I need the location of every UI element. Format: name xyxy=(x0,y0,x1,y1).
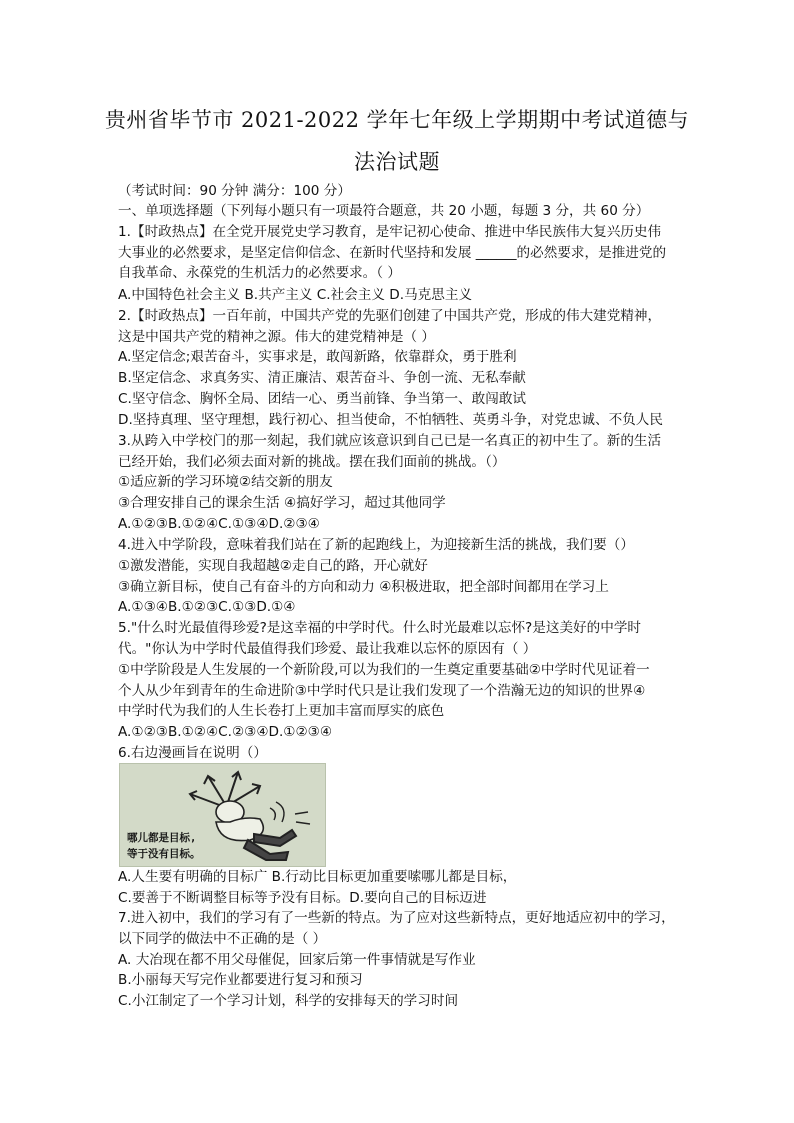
q2-line2: 这是中国共产党的精神之源。伟大的建党精神是（ ） xyxy=(118,329,435,345)
q7-option-c: C.小江制定了一个学习计划，科学的安排每天的学习时间 xyxy=(118,993,459,1009)
q7-option-b: B.小丽每天写完作业都要进行复习和预习 xyxy=(118,972,363,988)
q1-line1: 1.【时政热点】在全党开展党史学习教育，是牢记初心使命、推进中华民族伟大复兴历史伟 xyxy=(118,224,662,240)
q2-option-d: D.坚持真理、坚守理想，践行初心、担当使命，不怕牺牲、英勇斗争，对党忠诚、不负人民 xyxy=(118,412,663,428)
exam-title-line1: 贵州省毕节市 2021-2022 学年七年级上学期期中考试道德与 xyxy=(104,108,690,132)
q4-statements-2: ③确立新目标，使自己有奋斗的方向和动力 ④积极进取，把全部时间都用在学习上 xyxy=(118,579,609,595)
q5-line5: 中学时代为我们的人生长卷打上更加丰富而厚实的底色 xyxy=(118,703,445,719)
q5-options: A.①②③B.①②④C.②③④D.①②③④ xyxy=(118,724,333,740)
exam-info: （考试时间：90 分钟 满分：100 分） xyxy=(118,183,351,199)
q1-line3: 自我革命、永葆党的生机活力的必然要求。（ ） xyxy=(118,265,401,281)
q4-statements-1: ①激发潜能，实现自我超越②走自己的路，开心就好 xyxy=(118,558,428,574)
q7-line1: 7.进入初中，我们的学习有了一些新的特点。为了应对这些新特点，更好地适应初中的学习， xyxy=(118,910,675,926)
q5-line4: 个人从少年到青年的生命进阶③中学时代只是让我们发现了一个浩瀚无边的知识的世界④ xyxy=(118,683,646,699)
section-heading: 一、单项选择题（下列每小题只有一项最符合题意，共 20 小题，每题 3 分，共 60 分） xyxy=(118,203,650,219)
q2-option-b: B.坚定信念、求真务实、清正廉洁、艰苦奋斗、争创一流、无私奉献 xyxy=(118,370,526,386)
q3-statements-1: ①适应新的学习环境②结交新的朋友 xyxy=(118,474,333,490)
q6-options-cd: C.要善于不断调整目标等予没有目标。D.要向自己的目标迈进 xyxy=(118,890,487,906)
q3-line1: 3.从跨入中学校门的那一刻起，我们就应该意识到自己已是一名真正的初中生了。新的生活 xyxy=(118,433,662,449)
q5-line1: 5."什么时光最值得珍爱?是这幸福的中学时代。什么时光最难以忘怀?是这美好的中学时 xyxy=(118,620,642,636)
cartoon-image xyxy=(119,763,326,867)
q7-line2: 以下同学的做法中不正确的是（ ） xyxy=(118,931,327,947)
q3-line2: 已经开始，我们必须去面对新的挑战。摆在我们面前的挑战。（） xyxy=(118,454,506,470)
q6-line1: 6.右边漫画旨在说明（） xyxy=(118,745,267,761)
q2-option-c: C.坚守信念、胸怀全局、团结一心、勇当前锋、争当第一、敢闯敢试 xyxy=(118,391,527,407)
q2-option-a: A.坚定信念;艰苦奋斗，实事求是，敢闯新路，依靠群众，勇于胜利 xyxy=(118,349,517,365)
q1-options: A.中国特色社会主义 B.共产主义 C.社会主义 D.马克思主义 xyxy=(118,287,473,303)
q5-line3: ①中学阶段是人生发展的一个新阶段,可以为我们的一生奠定重要基础②中学时代见证着一 xyxy=(118,662,650,678)
q4-options: A.①③④B.①②③C.①③D.①④ xyxy=(118,599,296,615)
exam-title-line2: 法治试题 xyxy=(354,150,440,174)
cartoon-caption-line2: 等于没有目标。 xyxy=(127,848,201,860)
q6-options-ab: A.人生要有明确的目标广 B.行动比目标更加重要嗦哪儿都是目标， xyxy=(118,869,517,885)
q7-option-a: A. 大冶现在都不用父母催促，回家后第一件事情就是写作业 xyxy=(118,952,476,968)
q1-line2: 大事业的必然要求，是坚定信仰信念、在新时代坚持和发展 ______的必然要求，是推进党的 xyxy=(118,245,667,261)
q2-line1: 2.【时政热点】一百年前，中国共产党的先驱们创建了中国共产党，形成的伟大建党精神， xyxy=(118,308,662,324)
q3-statements-2: ③合理安排自己的课余生活 ④搞好学习，超过其他同学 xyxy=(118,495,446,511)
q3-options: A.①②③B.①②④C.①③④D.②③④ xyxy=(118,516,320,532)
q4-line1: 4.进入中学阶段，意味着我们站在了新的起跑线上，为迎接新生活的挑战，我们要（） xyxy=(118,537,634,553)
q5-line2: 代。"你认为中学时代最值得我们珍爱、最让我难以忘怀的原因有（ ） xyxy=(118,641,537,657)
cartoon-caption-line1: 哪儿都是目标, xyxy=(127,832,197,844)
